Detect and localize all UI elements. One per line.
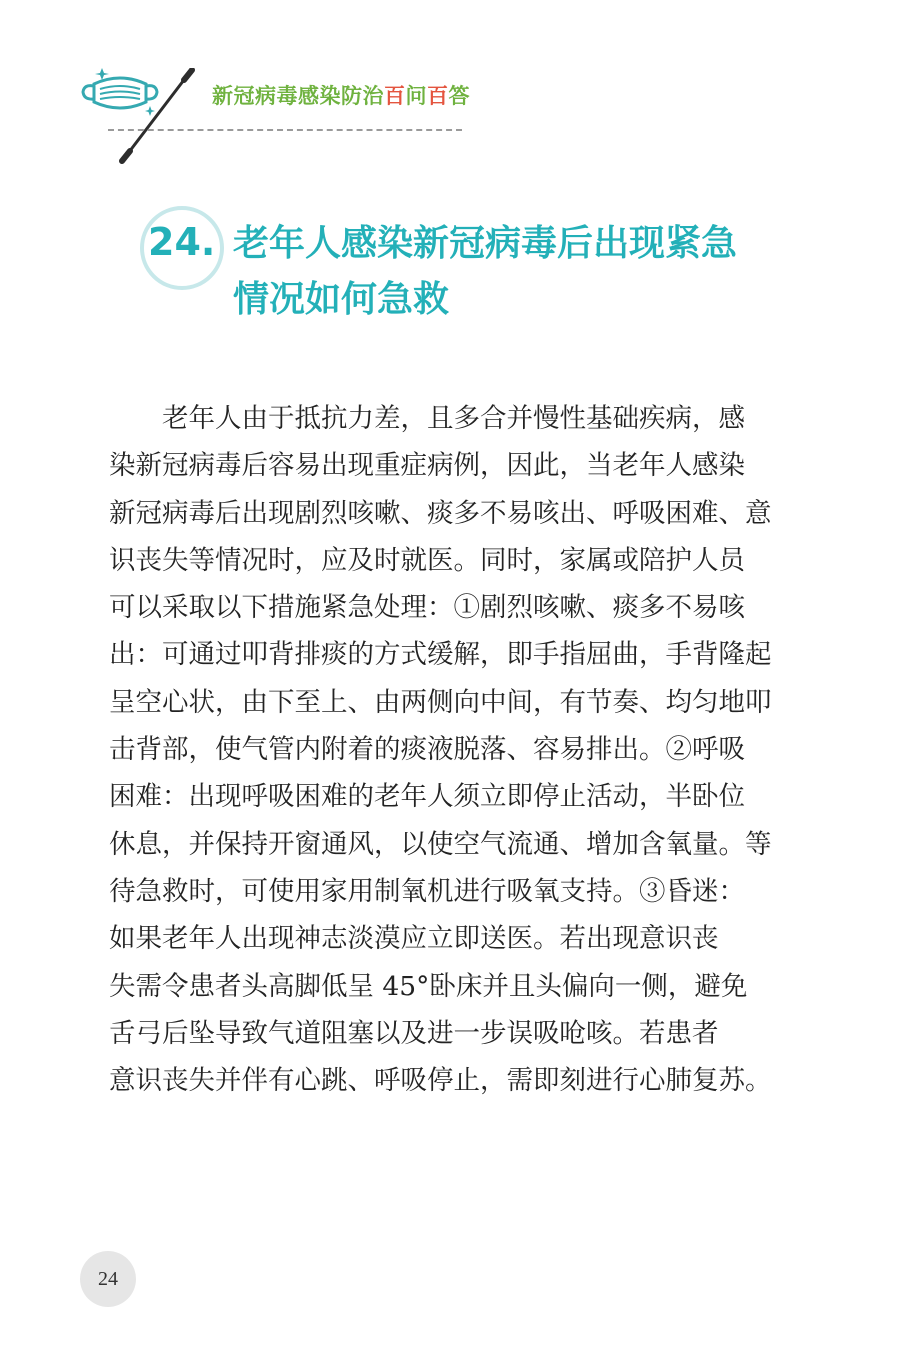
page-number: 24 xyxy=(80,1251,136,1307)
answer-line: 失需令患者头高脚低呈 45°卧床并且头偏向一侧，避免 xyxy=(109,970,748,1002)
answer-line: 待急救时，可使用家用制氧机进行吸氧支持。③昏迷： xyxy=(109,875,745,907)
answer-line: 困难：出现呼吸困难的老年人须立即停止活动，半卧位 xyxy=(109,781,745,813)
answer-line: 舌弓后坠导致气道阻塞以及进一步误吸呛咳。若患者 xyxy=(109,1017,719,1049)
answer-line: 出：可通过叩背排痰的方式缓解，即手指屈曲，手背隆起 xyxy=(109,639,772,671)
answer-line: 识丧失等情况时，应及时就医。同时，家属或陪护人员 xyxy=(109,544,745,576)
question-title xyxy=(233,216,793,328)
answer-line: 染新冠病毒后容易出现重症病例，因此，当老年人感染 xyxy=(109,450,745,482)
answer-body xyxy=(109,395,772,1104)
answer-line: 休息，并保持开窗通风，以使空气流通、增加含氧量。等 xyxy=(109,828,772,860)
header-divider xyxy=(108,129,462,131)
answer-line: 新冠病毒后出现剧烈咳嗽、痰多不易咳出、呼吸困难、意 xyxy=(109,497,772,529)
answer-line: 可以采取以下措施紧急处理：①剧烈咳嗽、痰多不易咳 xyxy=(109,592,745,624)
book-title-highlight: 百 xyxy=(427,84,449,108)
book-title-part: 问 xyxy=(405,84,427,108)
swab-icon xyxy=(112,68,200,164)
question-title-line: 老年人感染新冠病毒后出现紧急 xyxy=(233,223,738,264)
book-title-part: 答 xyxy=(448,84,470,108)
book-title-part: 新冠病毒感染防治 xyxy=(212,84,384,108)
book-title-highlight: 百 xyxy=(384,84,406,108)
answer-line: 呈空心状，由下至上、由两侧向中间，有节奏、均匀地叩 xyxy=(109,686,772,718)
answer-line: 意识丧失并伴有心跳、呼吸停止，需即刻进行心肺复苏。 xyxy=(109,1065,772,1097)
answer-line: 如果老年人出现神志淡漠应立即送医。若出现意识丧 xyxy=(109,923,719,955)
answer-line: 击背部，使气管内附着的痰液脱落、容易排出。②呼吸 xyxy=(109,734,745,766)
question-title-line: 情况如何急救 xyxy=(233,279,450,320)
answer-line: 老年人由于抵抗力差，且多合并慢性基础疾病，感 xyxy=(162,403,745,434)
book-title xyxy=(212,80,470,110)
page-header xyxy=(0,0,900,170)
question-number: 24. xyxy=(148,220,216,264)
